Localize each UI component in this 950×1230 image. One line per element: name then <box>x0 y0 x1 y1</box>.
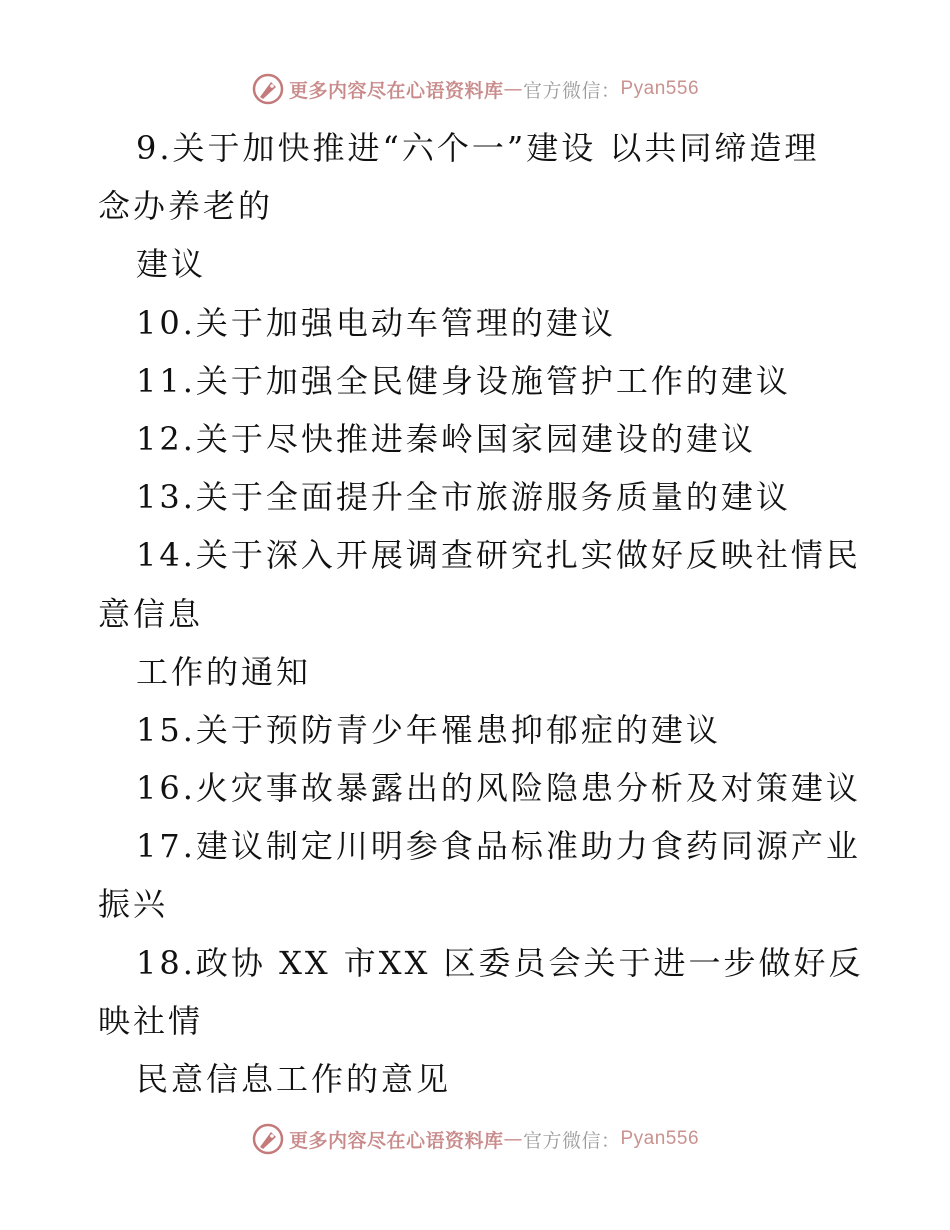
watermark-contact-label: 官方微信： <box>522 1129 621 1152</box>
doc-line: 振兴 <box>98 885 169 924</box>
watermark-dash: — <box>503 78 523 100</box>
doc-line: 建议 <box>136 245 207 284</box>
watermark-contact-label: 官方微信： <box>522 79 621 102</box>
header-watermark <box>0 72 950 106</box>
doc-line: 念办养老的 <box>98 187 274 226</box>
pen-nib-logo-icon <box>251 72 285 106</box>
doc-line: 10.关于加强电动车管理的建议 <box>136 303 616 342</box>
watermark-wechat-id: Pyan556 <box>620 1128 700 1149</box>
doc-line: 9.关于加快推进“六个一”建设 以共同缔造理 <box>136 129 820 167</box>
doc-line: 16.火灾事故暴露出的风险隐患分析及对策建议 <box>136 769 861 808</box>
doc-line: 民意信息工作的意见 <box>136 1060 452 1098</box>
pen-nib-logo-icon <box>251 1122 285 1156</box>
doc-line: 18.政协 XX 市XX 区委员会关于进一步做好反 <box>136 943 864 982</box>
doc-line: 映社情 <box>98 1001 204 1040</box>
watermark-dash: — <box>503 1128 523 1150</box>
doc-line: 13.关于全面提升全市旅游服务质量的建议 <box>136 478 791 517</box>
document-body <box>98 119 864 1108</box>
watermark-main-text: 更多内容尽在心语资料库 <box>288 1129 504 1152</box>
doc-line: 意信息 <box>98 594 204 633</box>
doc-line: 工作的通知 <box>136 652 312 691</box>
doc-line: 12.关于尽快推进秦岭国家园建设的建议 <box>136 419 756 458</box>
watermark-wechat-id: Pyan556 <box>620 78 700 99</box>
watermark-main-text: 更多内容尽在心语资料库 <box>288 79 504 102</box>
doc-line: 14.关于深入开展调查研究扎实做好反映社情民 <box>136 536 861 575</box>
doc-line: 15.关于预防青少年罹患抑郁症的建议 <box>136 710 721 749</box>
doc-line: 11.关于加强全民健身设施管护工作的建议 <box>136 361 791 400</box>
footer-watermark <box>0 1122 950 1156</box>
doc-line: 17.建议制定川明参食品标准助力食药同源产业 <box>136 827 861 866</box>
